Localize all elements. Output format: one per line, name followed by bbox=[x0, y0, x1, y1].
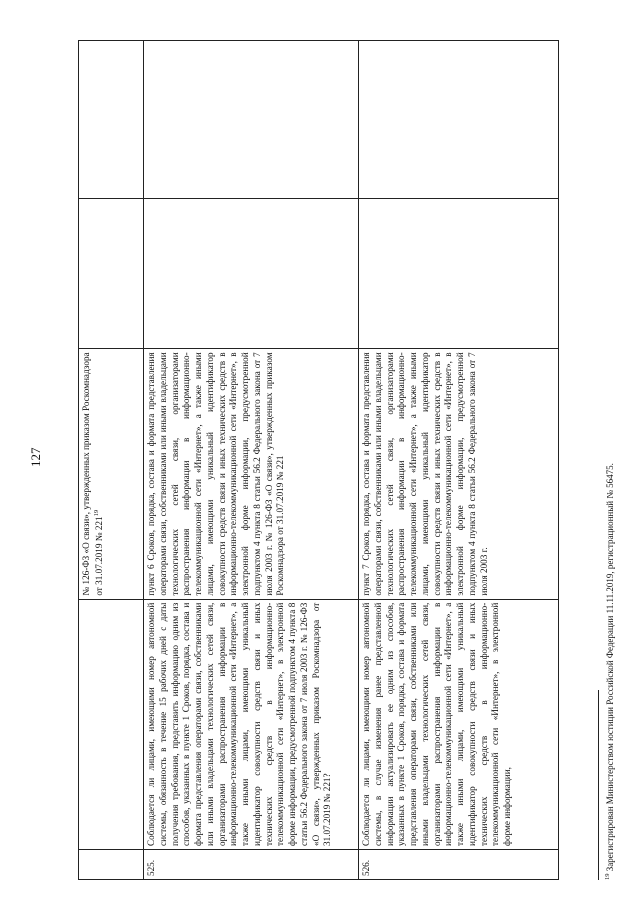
cell-num bbox=[79, 849, 144, 879]
row-number: 525. bbox=[144, 849, 359, 879]
table-row bbox=[144, 41, 359, 880]
cell-reference bbox=[79, 349, 144, 599]
footnote-marker: 19 bbox=[604, 873, 611, 880]
footnote-ref: 19 bbox=[92, 509, 100, 517]
page-number: 127 bbox=[28, 447, 43, 467]
footnote bbox=[604, 463, 615, 880]
cell-empty bbox=[144, 41, 359, 199]
reference-text: № 126-ФЗ «О связи», утвержденных приказом Роскомнадзора от 31.07.2019 № 221 bbox=[81, 352, 104, 596]
table-row bbox=[359, 41, 559, 880]
cell-empty bbox=[144, 199, 359, 349]
cell-question bbox=[79, 599, 144, 849]
table-row bbox=[79, 41, 144, 880]
cell-empty bbox=[359, 199, 559, 349]
reference-text: пункт 6 Сроков, порядка, состава и формата представления операторами связи, собственниками или иными владельцами технологических сетей связи, организаторами распространения информации в информационно-телекоммуникационной сети «Интернет», а также иными лицами, имеющими уникальный идентификатор совокупности средств связи и иных технических средств в информационно-телекоммуникационной сети «Интернет», в электронной форме информации, предусмотренной подпунктом 4 пункта 8 статьи 56.2 Федерального закона от 7 июля 2003 г. № 126-ФЗ «О связи», утвержденных приказом Роскомнадзора от 31.07.2019 № 221 bbox=[144, 349, 359, 599]
row-number: 526. bbox=[359, 849, 559, 879]
footnote-text: Зарегистрирован Министерством юстиции Российской Федерации 11.11.2019, регистрационный № 56475. bbox=[605, 463, 615, 872]
question-text: Соблюдается ли лицами, имеющими номер автономной системы, в случае изменения ранее представленной информации актуализировать ее одним из способов, указанных в пункте 1 Сроков, порядка, состава и формата представления операторами связи, собственниками или иными владельцами технологических сетей связи, организаторами распространения информации в информационно-телекоммуникационной сети «Интернет», а также иными лицами, имеющими уникальный идентификатор совокупности средств связи и иных технических средств в информационно-телекоммуникационной сети «Интернет», в электронной форме информации, bbox=[359, 599, 559, 849]
requirements-table bbox=[78, 40, 559, 880]
reference-text: пункт 7 Сроков, порядка, состава и формата представления операторами связи, собственниками или иными владельцами технологических сетей связи, организаторами распространения информации в информационно-телекоммуникационной сети «Интернет», а также иными лицами, имеющими уникальный идентификатор совокупности средств связи и иных технических средств в информационно-телекоммуникационной сети «Интернет», в электронной форме информации, предусмотренной подпунктом 4 пункта 8 статьи 56.2 Федерального закона от 7 июля 2003 г. bbox=[359, 349, 559, 599]
footnote-divider bbox=[598, 690, 599, 880]
cell-empty bbox=[79, 41, 144, 199]
cell-empty bbox=[79, 199, 144, 349]
cell-empty bbox=[359, 41, 559, 199]
question-text: Соблюдается ли лицами, имеющими номер автономной системы, обязанность в течение 15 рабочих дней с даты получения требования, представить информацию одним из способов, указанных в пункте 1 Сроков, порядка, состава и формата представления операторами связи, собственниками или иными владельцами технологических сетей связи, организаторами распространения информации в информационно-телекоммуникационной сети «Интернет», а также иными лицами, имеющими уникальный идентификатор совокупности средств связи и иных технических средств в информационно-телекоммуникационной сети «Интернет», в электронной форме информации, предусмотренной подпунктом 4 пункта 8 статьи 56.2 Федерального закона от 7 июля 2003 г. № 126-ФЗ «О связи», утвержденных приказом Роскомнадзора от 31.07.2019 № 221? bbox=[144, 599, 359, 849]
